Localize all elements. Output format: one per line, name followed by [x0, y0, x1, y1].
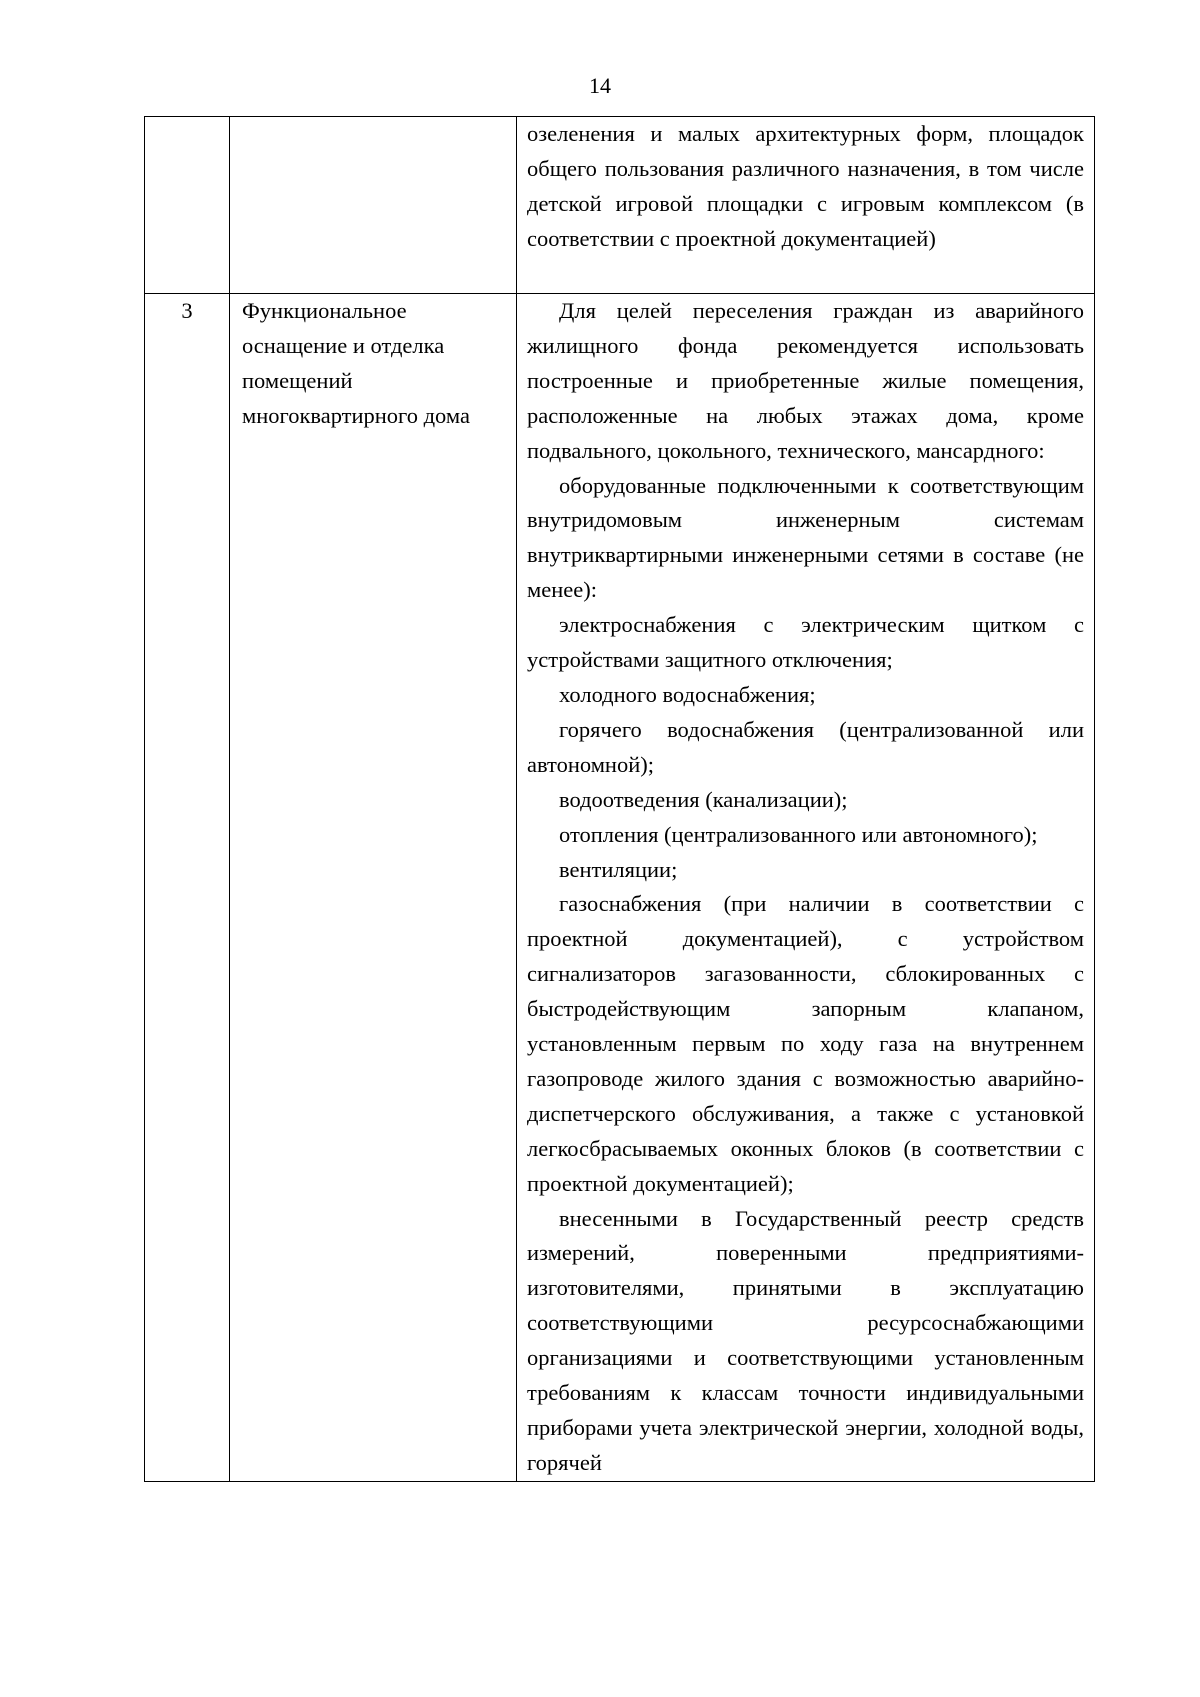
description-paragraph: озеленения и малых архитектурных форм, площадок общего пользования различного назначения, в том числе детской игровой площадки с игровым комплексом (в соответствии с проектной документацией)	[527, 121, 1084, 251]
description-paragraph: газоснабжения (при наличии в соответствии с проектной документацией), с устройством сигнализаторов загазованности, сблокированных с быстродействующим запорным клапаном, установленным первым по ходу газа на внутреннем газопроводе жилого здания с возможностью аварийно-диспетчерского обслуживания, а также с установкой легкосбрасываемых оконных блоков (в соответствии с проектной документацией);	[527, 891, 1084, 1196]
row-name-cell	[230, 117, 517, 294]
description-paragraph: электроснабжения с электрическим щитком с устройствами защитного отключения;	[527, 612, 1084, 673]
row-name-cell: Функциональное оснащение и отделка помещений многоквартирного дома	[230, 294, 517, 1482]
row-description-cell	[517, 117, 1095, 294]
description-paragraph: отопления (централизованного или автономного);	[559, 821, 1038, 847]
description-paragraph: вентиляции;	[559, 856, 678, 882]
description-paragraph: холодного водоснабжения;	[559, 681, 816, 707]
description-paragraph: внесенными в Государственный реестр средств измерений, поверенными предприятиями-изготовителями, принятыми в эксплуатацию соответствующими ресурсоснабжающими организациями и соответствующими установленным требованиям к классам точности индивидуальными приборами учета электрической энергии, холодной воды, горячей	[527, 1205, 1084, 1475]
description-paragraph: Для целей переселения граждан из аварийного жилищного фонда рекомендуется использовать построенные и приобретенные жилые помещения, расположенные на любых этажах дома, кроме подвального, цокольного, технического, мансардного:	[527, 298, 1084, 463]
page-number: 14	[589, 73, 611, 98]
row-number-cell: 3	[145, 294, 230, 1482]
description-paragraph: оборудованные подключенными к соответствующим внутридомовым инженерным системам внутриквартирными инженерными сетями в составе (не менее):	[527, 472, 1084, 603]
row-number-cell	[145, 117, 230, 294]
row-description-cell	[517, 294, 1095, 1482]
table-row	[145, 294, 1095, 1482]
requirements-table	[144, 116, 1095, 1482]
description-paragraph: горячего водоснабжения (централизованной или автономной);	[527, 716, 1084, 777]
table-row	[145, 117, 1095, 294]
description-paragraph: водоотведения (канализации);	[559, 786, 848, 812]
